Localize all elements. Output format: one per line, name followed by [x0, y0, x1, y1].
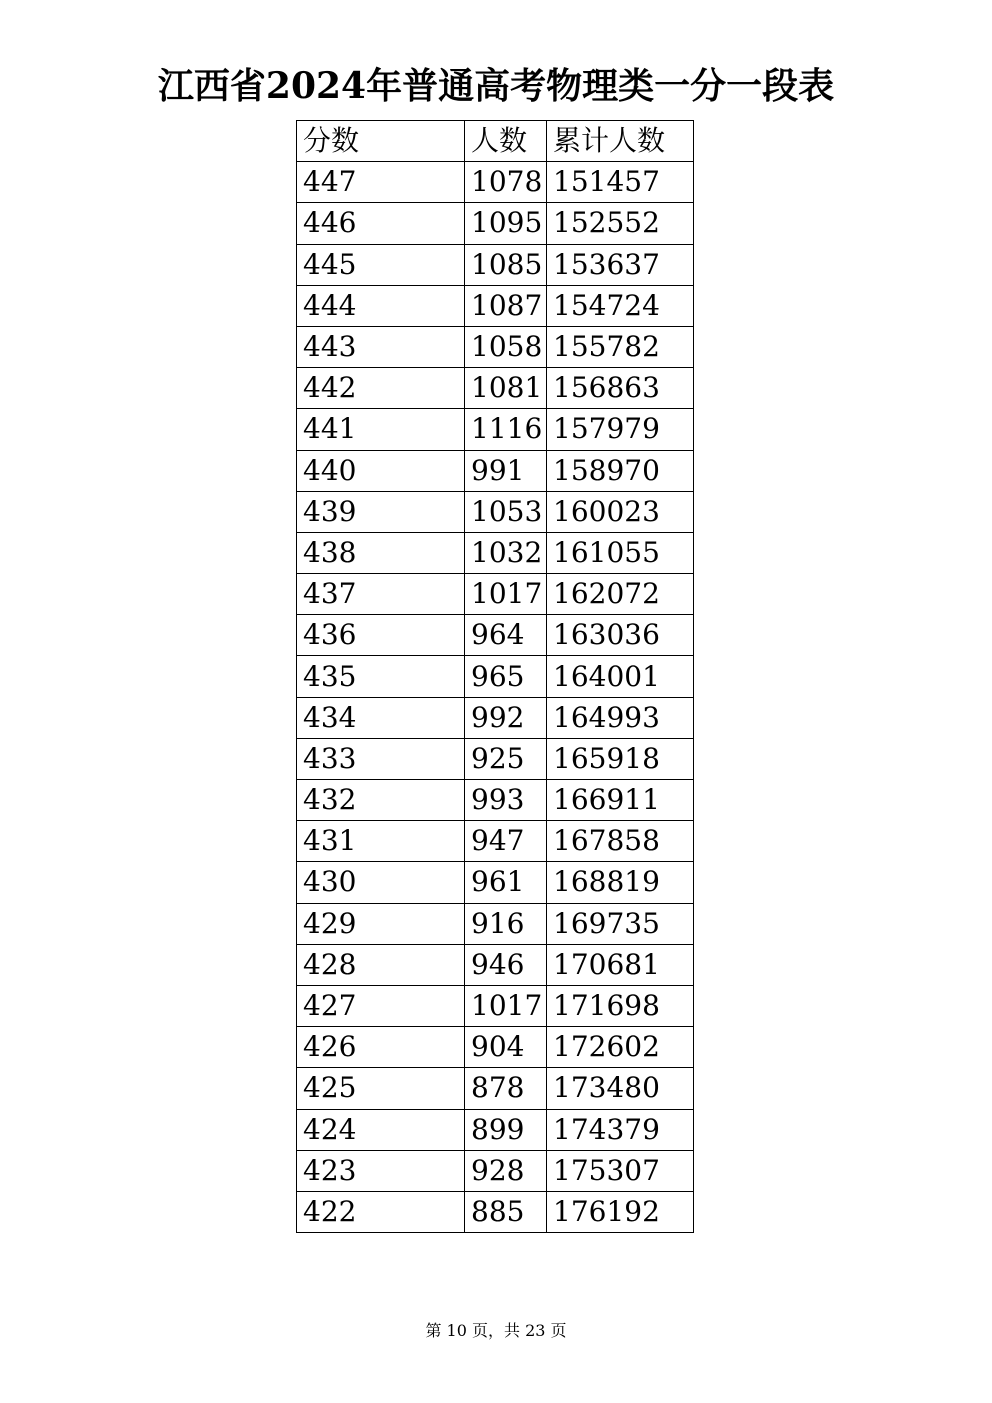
cumulative-cell: 156863	[547, 368, 694, 409]
table-row	[297, 368, 694, 409]
score-cell: 440	[297, 450, 465, 491]
count-cell: 899	[465, 1109, 547, 1150]
table-row	[297, 162, 694, 203]
table-row	[297, 532, 694, 573]
score-distribution-table	[296, 120, 694, 1233]
cumulative-cell: 151457	[547, 162, 694, 203]
count-cell: 1017	[465, 574, 547, 615]
cumulative-cell: 164001	[547, 656, 694, 697]
table-row	[297, 615, 694, 656]
count-cell: 904	[465, 1027, 547, 1068]
count-cell: 1087	[465, 285, 547, 326]
score-cell: 432	[297, 780, 465, 821]
score-cell: 439	[297, 491, 465, 532]
score-cell: 422	[297, 1191, 465, 1232]
score-cell: 425	[297, 1068, 465, 1109]
table-row	[297, 203, 694, 244]
cumulative-cell: 160023	[547, 491, 694, 532]
count-cell: 928	[465, 1150, 547, 1191]
cumulative-cell: 174379	[547, 1109, 694, 1150]
table-row	[297, 985, 694, 1026]
count-cell: 946	[465, 944, 547, 985]
cumulative-cell: 157979	[547, 409, 694, 450]
score-cell: 427	[297, 985, 465, 1026]
table-row	[297, 1191, 694, 1232]
table-row	[297, 944, 694, 985]
header-score: 分数	[297, 121, 465, 162]
cumulative-cell: 152552	[547, 203, 694, 244]
cumulative-cell: 155782	[547, 326, 694, 367]
cumulative-cell: 154724	[547, 285, 694, 326]
count-cell: 1081	[465, 368, 547, 409]
table-row	[297, 903, 694, 944]
table-row	[297, 656, 694, 697]
table-row	[297, 821, 694, 862]
cumulative-cell: 172602	[547, 1027, 694, 1068]
count-cell: 992	[465, 697, 547, 738]
score-cell: 441	[297, 409, 465, 450]
table-row	[297, 1109, 694, 1150]
count-cell: 1085	[465, 244, 547, 285]
table-body	[297, 162, 694, 1233]
score-cell: 426	[297, 1027, 465, 1068]
cumulative-cell: 165918	[547, 738, 694, 779]
cumulative-cell: 167858	[547, 821, 694, 862]
count-cell: 991	[465, 450, 547, 491]
table-header-row	[297, 121, 694, 162]
table-row	[297, 409, 694, 450]
page-footer: 第 10 页，共 23 页	[425, 1321, 567, 1340]
score-cell: 429	[297, 903, 465, 944]
count-cell: 961	[465, 862, 547, 903]
cumulative-cell: 153637	[547, 244, 694, 285]
count-cell: 1053	[465, 491, 547, 532]
score-cell: 423	[297, 1150, 465, 1191]
cumulative-cell: 175307	[547, 1150, 694, 1191]
score-cell: 428	[297, 944, 465, 985]
count-cell: 1017	[465, 985, 547, 1026]
score-cell: 447	[297, 162, 465, 203]
score-cell: 424	[297, 1109, 465, 1150]
count-cell: 947	[465, 821, 547, 862]
header-count: 人数	[465, 121, 547, 162]
count-cell: 1095	[465, 203, 547, 244]
table-row	[297, 697, 694, 738]
count-cell: 1058	[465, 326, 547, 367]
score-cell: 437	[297, 574, 465, 615]
score-cell: 430	[297, 862, 465, 903]
count-cell: 885	[465, 1191, 547, 1232]
table-row	[297, 738, 694, 779]
cumulative-cell: 163036	[547, 615, 694, 656]
count-cell: 878	[465, 1068, 547, 1109]
cumulative-cell: 168819	[547, 862, 694, 903]
cumulative-cell: 170681	[547, 944, 694, 985]
count-cell: 1032	[465, 532, 547, 573]
cumulative-cell: 162072	[547, 574, 694, 615]
count-cell: 925	[465, 738, 547, 779]
score-cell: 431	[297, 821, 465, 862]
score-cell: 438	[297, 532, 465, 573]
count-cell: 965	[465, 656, 547, 697]
table-row	[297, 780, 694, 821]
score-cell: 436	[297, 615, 465, 656]
table-row	[297, 326, 694, 367]
count-cell: 1116	[465, 409, 547, 450]
table-row	[297, 244, 694, 285]
score-cell: 442	[297, 368, 465, 409]
score-cell: 433	[297, 738, 465, 779]
header-cumulative: 累计人数	[547, 121, 694, 162]
score-cell: 443	[297, 326, 465, 367]
cumulative-cell: 173480	[547, 1068, 694, 1109]
cumulative-cell: 158970	[547, 450, 694, 491]
score-cell: 444	[297, 285, 465, 326]
table-row	[297, 450, 694, 491]
cumulative-cell: 176192	[547, 1191, 694, 1232]
cumulative-cell: 169735	[547, 903, 694, 944]
cumulative-cell: 166911	[547, 780, 694, 821]
count-cell: 964	[465, 615, 547, 656]
table-row	[297, 1068, 694, 1109]
table-row	[297, 285, 694, 326]
table-row	[297, 1027, 694, 1068]
table-row	[297, 574, 694, 615]
count-cell: 1078	[465, 162, 547, 203]
cumulative-cell: 164993	[547, 697, 694, 738]
cumulative-cell: 171698	[547, 985, 694, 1026]
table-row	[297, 862, 694, 903]
score-cell: 434	[297, 697, 465, 738]
cumulative-cell: 161055	[547, 532, 694, 573]
score-cell: 445	[297, 244, 465, 285]
score-cell: 446	[297, 203, 465, 244]
page-title: 江西省2024年普通高考物理类一分一段表	[157, 65, 835, 107]
table-row	[297, 491, 694, 532]
count-cell: 993	[465, 780, 547, 821]
score-cell: 435	[297, 656, 465, 697]
table-row	[297, 1150, 694, 1191]
count-cell: 916	[465, 903, 547, 944]
